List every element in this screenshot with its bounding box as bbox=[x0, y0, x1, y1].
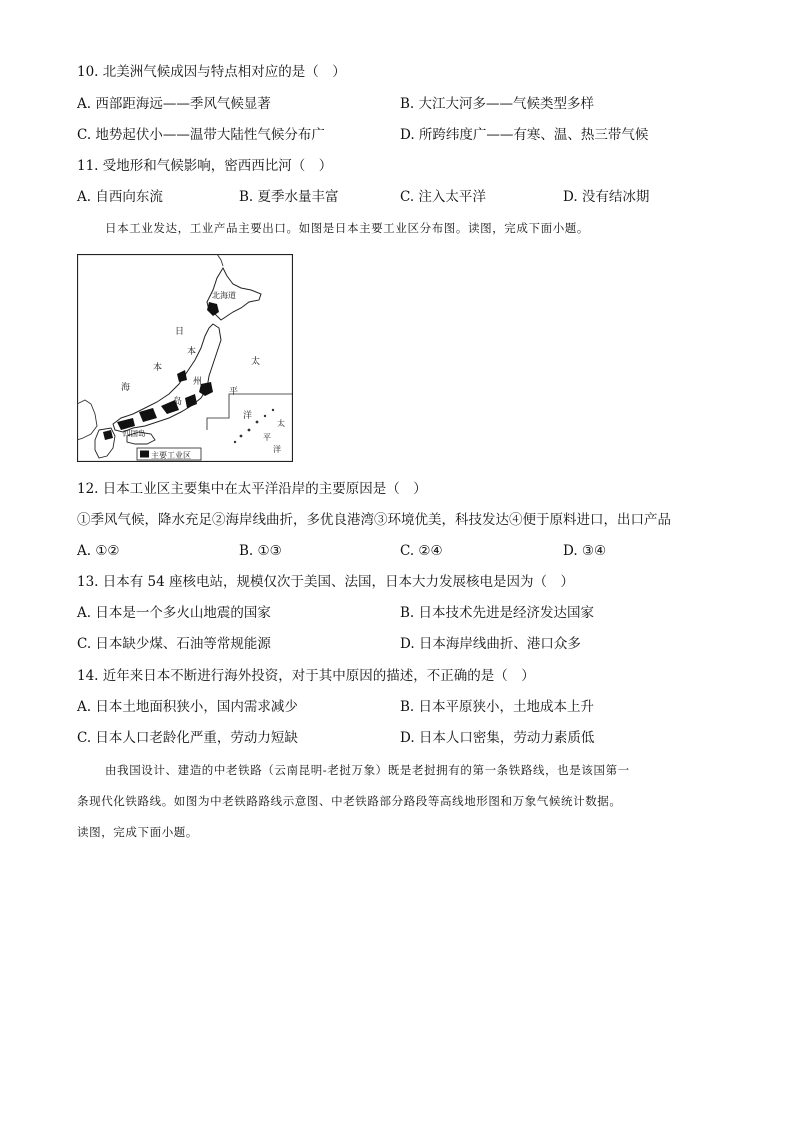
q10-option-a[interactable]: A. 西部距海远——季风气候显著 bbox=[77, 96, 271, 112]
map-inset-label-ping: 平 bbox=[263, 433, 271, 442]
map-legend-label: 主要工业区 bbox=[151, 451, 191, 460]
passage-china-laos-line2: 条现代化铁路线。如图为中老铁路路线示意图、中老铁路部分路段等高线地形图和万象气候统计数据。 bbox=[77, 794, 622, 808]
map-label-benzhou-ben: 本 bbox=[153, 363, 163, 373]
map-label-yang: 洋 bbox=[243, 411, 253, 421]
q11-option-d[interactable]: D. 没有结冰期 bbox=[563, 189, 650, 205]
passage-japan-intro: 日本工业发达，工业产品主要出口。如图是日本主要工业区分布图。读图，完成下面小题。 bbox=[105, 221, 589, 235]
q12-option-d[interactable]: D. ③④ bbox=[563, 543, 607, 559]
map-label-ping: 平 bbox=[229, 387, 239, 397]
map-label-ben: 本 bbox=[187, 347, 197, 357]
map-inset-label-yang: 洋 bbox=[273, 445, 281, 454]
japan-industrial-map bbox=[77, 254, 293, 462]
q12-stem: 12. 日本工业区主要集中在太平洋沿岸的主要原因是（ ） bbox=[77, 481, 427, 497]
q12-statements: ①季风气候，降水充足②海岸线曲折，多优良港湾③环境优美，科技发达④便于原料进口，出口产品 bbox=[77, 512, 671, 528]
map-label-shikoku: 四国岛 bbox=[123, 429, 146, 438]
q13-option-b[interactable]: B. 日本技术先进是经济发达国家 bbox=[400, 605, 595, 621]
map-label-hokkaido: 北海道 bbox=[212, 291, 236, 300]
q13-option-c[interactable]: C. 日本缺少煤、石油等常规能源 bbox=[77, 636, 271, 652]
q14-stem: 14. 近年来日本不断进行海外投资，对于其中原因的描述，不正确的是（ ） bbox=[77, 668, 535, 684]
q11-stem: 11. 受地形和气候影响，密西西比河（ ） bbox=[77, 158, 333, 174]
q10-option-d[interactable]: D. 所跨纬度广——有寒、温、热三带气候 bbox=[400, 127, 649, 143]
map-label-ri: 日 bbox=[175, 327, 185, 337]
q11-option-b[interactable]: B. 夏季水量丰富 bbox=[239, 189, 339, 205]
q10-option-c[interactable]: C. 地势起伏小——温带大陆性气候分布广 bbox=[77, 127, 325, 143]
q10-option-b[interactable]: B. 大江大河多——气候类型多样 bbox=[400, 96, 595, 112]
q12-option-b[interactable]: B. ①③ bbox=[239, 543, 282, 559]
map-inset-label-tai: 太 bbox=[277, 419, 285, 428]
q11-option-a[interactable]: A. 自西向东流 bbox=[77, 189, 163, 205]
q11-option-c[interactable]: C. 注入太平洋 bbox=[400, 189, 486, 205]
q10-stem: 10. 北美洲气候成因与特点相对应的是（ ） bbox=[77, 64, 346, 80]
q12-option-a[interactable]: A. ①② bbox=[77, 543, 120, 559]
q14-option-a[interactable]: A. 日本土地面积狭小，国内需求减少 bbox=[77, 699, 298, 715]
q14-option-d[interactable]: D. 日本人口密集，劳动力素质低 bbox=[400, 730, 595, 746]
map-label-dao: 岛 bbox=[173, 397, 183, 407]
passage-china-laos-line1: 由我国设计、建造的中老铁路（云南昆明-老挝万象）既是老挝拥有的第一条铁路线，也是该国第一 bbox=[105, 763, 630, 777]
q13-option-a[interactable]: A. 日本是一个多火山地震的国家 bbox=[77, 605, 271, 621]
japan-map-drawing bbox=[77, 254, 293, 462]
passage-china-laos-line3: 读图，完成下面小题。 bbox=[77, 825, 198, 839]
map-label-benzhou-zhou: 州 bbox=[193, 377, 203, 387]
q13-option-d[interactable]: D. 日本海岸线曲折、港口众多 bbox=[400, 636, 581, 652]
map-label-hai: 海 bbox=[121, 383, 131, 393]
q12-option-c[interactable]: C. ②④ bbox=[400, 543, 443, 559]
q14-option-c[interactable]: C. 日本人口老龄化严重，劳动力短缺 bbox=[77, 730, 298, 746]
q13-stem: 13. 日本有 54 座核电站，规模仅次于美国、法国，日本大力发展核电是因为（ ） bbox=[77, 574, 575, 590]
q14-option-b[interactable]: B. 日本平原狭小，土地成本上升 bbox=[400, 699, 595, 715]
map-label-tai: 太 bbox=[251, 357, 261, 367]
